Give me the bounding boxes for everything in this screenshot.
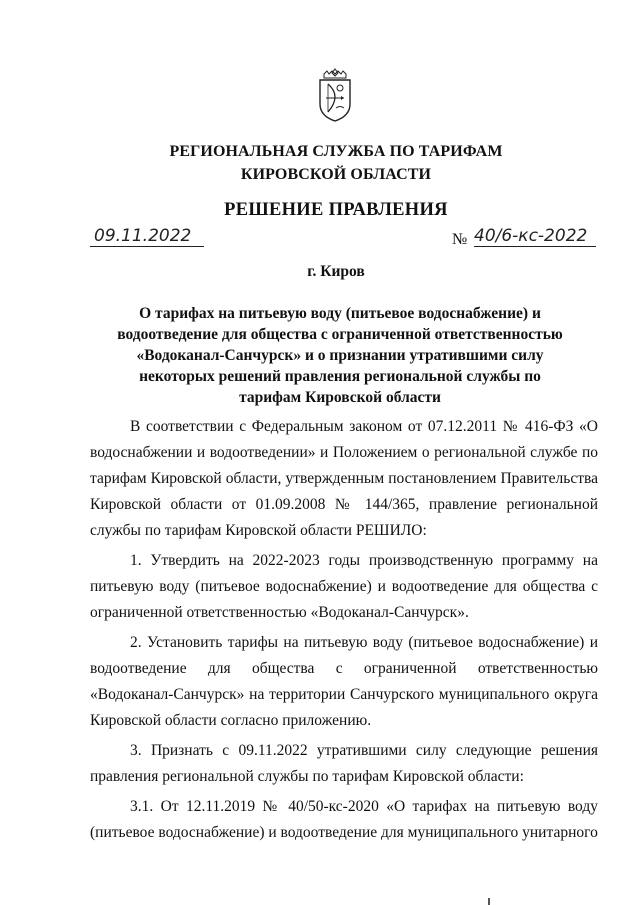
organization-name-line2: КИРОВСКОЙ ОБЛАСТИ	[240, 166, 432, 183]
paragraph-item-1: 1. Утвердить на 2022-2023 годы производственную программу на питьевую воду (питьевое водоснабжение) и водоотведение для общества с ограниченной ответственностью «Водоканал-Санчурск».	[90, 552, 598, 621]
decision-subject: О тарифах на питьевую воду (питьевое водоснабжение) и водоотведение для общества с ограниченной ответственностью «Водоканал-Санчурск» и о признании утратившими силу некоторых решений правления региональной службы по тарифам Кировской области	[117, 305, 563, 406]
paragraph-item-3-1: 3.1. От 12.11.2019 № 40/50-кс-2020 «О тарифах на питьевую воду (питьевое водоснабжение) и водоотведение для муниципального унитарного	[90, 798, 598, 841]
paragraph-preamble: В соответствии с Федеральным законом от 07.12.2011 № 416-ФЗ «О водоснабжении и водоотведении» и Положением о региональной службе по тарифам Кировской области, утвержденным постановлением Правительства Кировской области от 01.09.2008 № 144/365, правление региональной службы по тарифам Кировской области РЕШИЛО:	[90, 418, 598, 539]
scan-artifact	[488, 898, 490, 905]
decision-date: 09.11.2022	[90, 226, 204, 247]
number-sign: №	[452, 231, 468, 248]
city-line: г. Киров	[307, 263, 365, 280]
decision-number: 40/6-кс-2022	[474, 226, 596, 247]
paragraph-item-3: 3. Признать с 09.11.2022 утратившими силу следующие решения правления региональной службы по тарифам Кировской области:	[90, 742, 598, 785]
coat-of-arms-icon	[316, 68, 354, 122]
document-type-title: РЕШЕНИЕ ПРАВЛЕНИЯ	[224, 200, 448, 220]
paragraph-item-2: 2. Установить тарифы на питьевую воду (питьевое водоснабжение) и водоотведение для общества с ограниченной ответственностью «Водоканал-Санчурск» на территории Санчурского муниципального округа Кировской области согласно приложению.	[90, 634, 598, 729]
organization-name-line1: РЕГИОНАЛЬНАЯ СЛУЖБА ПО ТАРИФАМ	[169, 143, 503, 160]
decision-body	[90, 414, 598, 846]
